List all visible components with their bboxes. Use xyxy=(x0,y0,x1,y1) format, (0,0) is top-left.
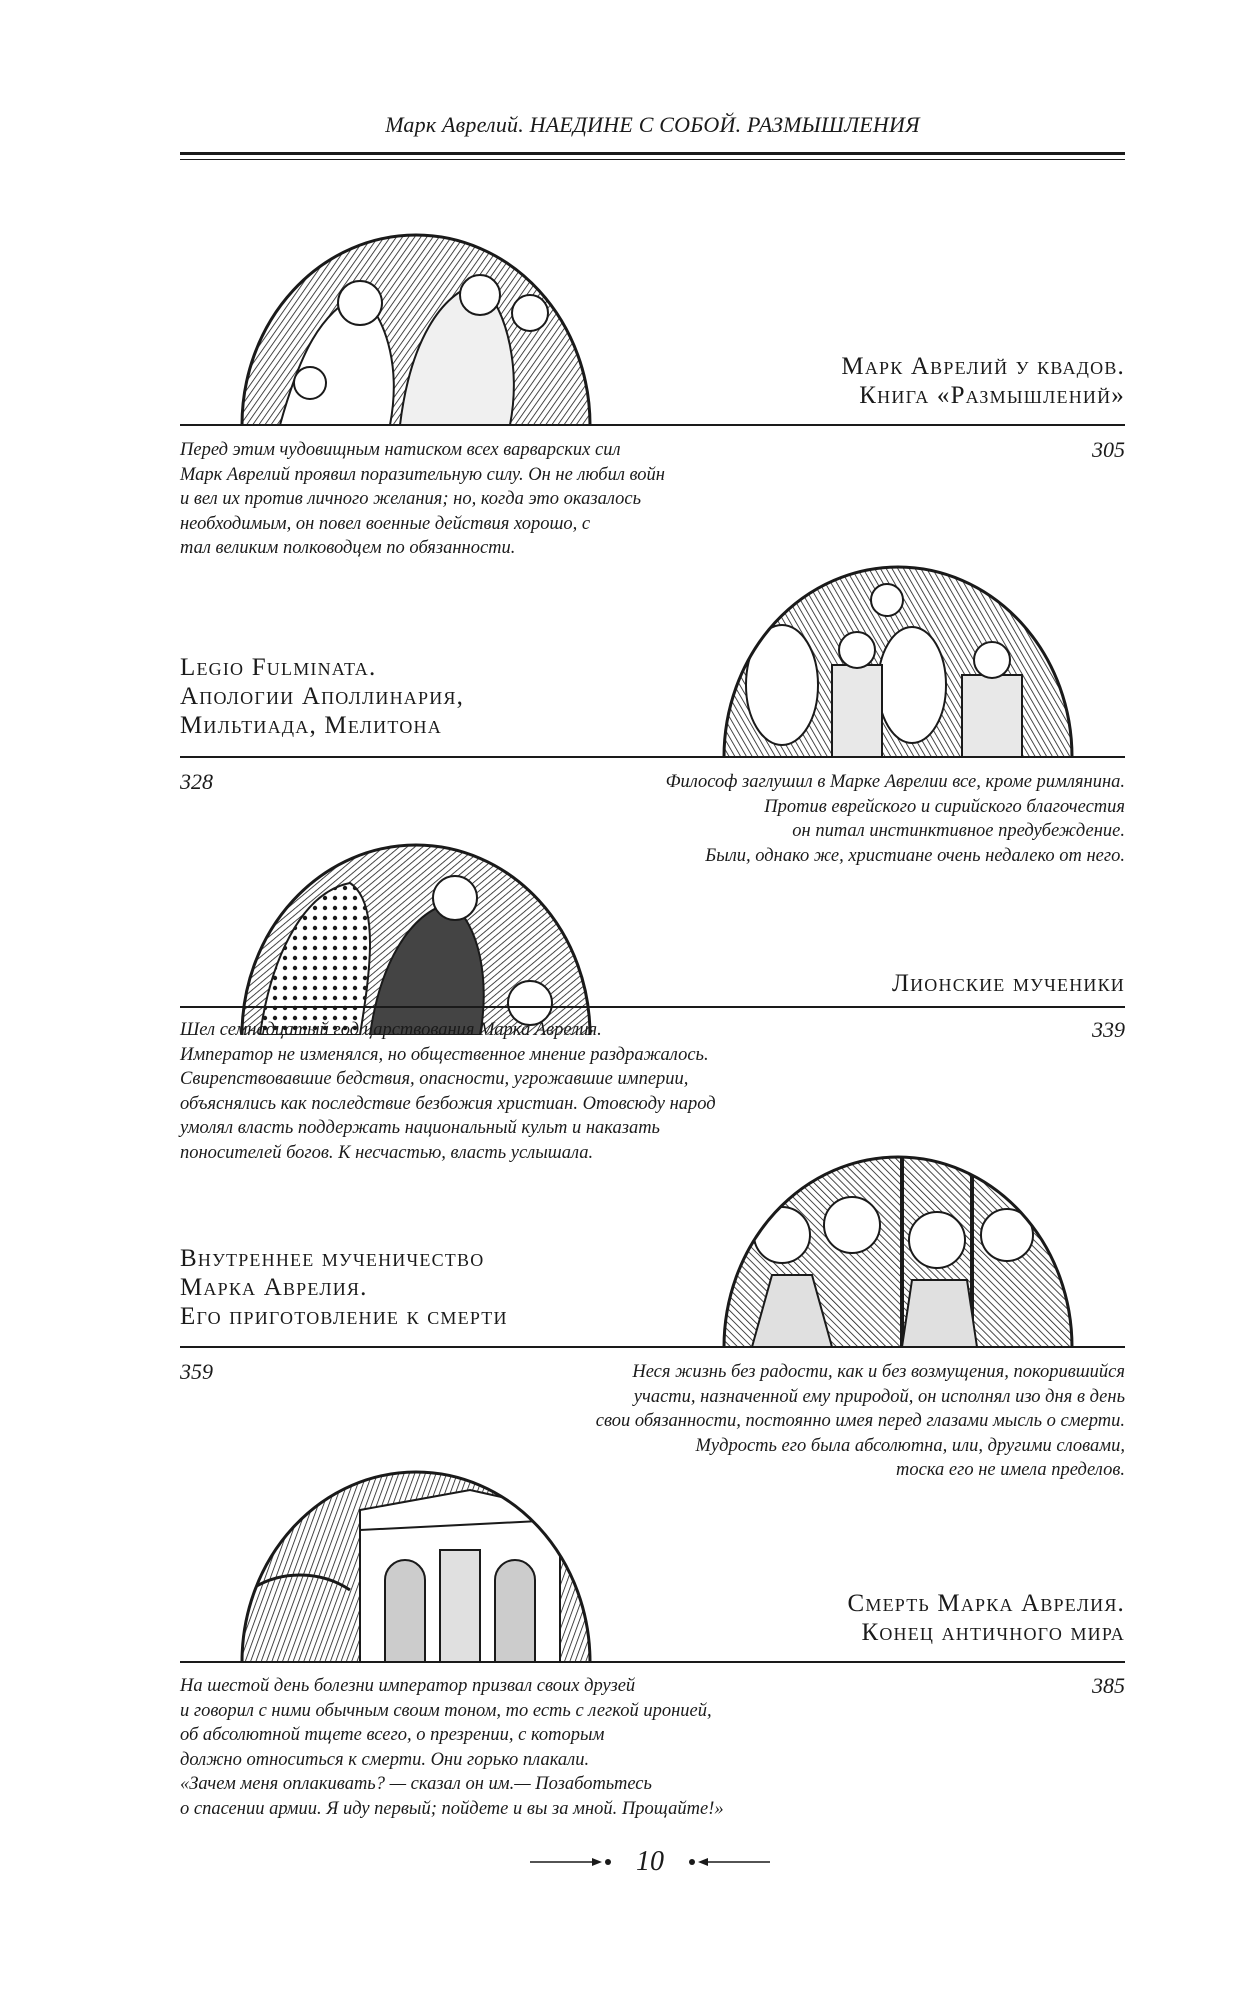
folio-number: 10 xyxy=(636,1846,664,1877)
header-rule-thick xyxy=(180,152,1125,155)
illustration-bearded-men-with-spears xyxy=(722,1155,1074,1347)
chapter-summary: Шел семнадцатый год царствования Марка Аврелия. Император не изменялся, но общественное мнение раздражалось. Свирепствовавшие бедствия, опасности, угрожавшие империи, объяснялись как последствие безбожия христиан. Отовсюду народ умолял власть поддержать национальный культ и наказать поносителей богов. К несчастью, власть услышала. xyxy=(180,1020,716,1163)
chapter-title: Лионские мученики xyxy=(891,970,1125,997)
page-number[interactable]: 328 xyxy=(180,769,213,794)
chapter-title: Марк Аврелий у квадов. Книга «Размышлений» xyxy=(841,353,1125,409)
chapter-summary: Философ заглушил в Марке Аврелии все, кроме римлянина. Против еврейского и сирийского благочестия он питал инстинктивное предубеждение. Были, однако же, христиане очень недалеко от него. xyxy=(665,772,1125,866)
chapter-rule xyxy=(180,1346,1125,1348)
chapter-summary: Перед этим чудовищным натиском всех варварских сил Марк Аврелий проявил поразительную силу. Он не любил войн и вел их против личного желания; но, когда это оказалось необходимым, он повел военные действия хорошо, с тал великим полководцем по обязанности. xyxy=(180,440,665,558)
chapter-summary: Неся жизнь без радости, как и без возмущения, покорившийся участи, назначенной ему природой, он исполнял изо дня в день свои обязанности, постоянно имея перед глазами мысль о смерти. Мудрость его была абсолютна, или, другими словами, тоска его не имела пределов. xyxy=(595,1362,1125,1480)
header-rule-thin xyxy=(180,159,1125,160)
illustration-classical-architecture xyxy=(240,1470,592,1662)
running-head: Марк Аврелий. НАЕДИНЕ С СОБОЙ. РАЗМЫШЛЕНИЯ xyxy=(385,112,920,137)
illustration-women-in-distress xyxy=(240,233,592,425)
chapter-title: Смерть Марка Аврелия. Конец античного мира xyxy=(847,1590,1125,1646)
chapter-rule xyxy=(180,756,1125,758)
page-number[interactable]: 339 xyxy=(1092,1017,1125,1042)
chapter-rule xyxy=(180,424,1125,426)
folio xyxy=(530,1842,770,1882)
chapter-rule xyxy=(180,1006,1125,1008)
page-number[interactable]: 385 xyxy=(1092,1673,1125,1698)
chapter-title: Внутреннее мученичество Марка Аврелия. Его приготовление к смерти xyxy=(180,1245,508,1330)
chapter-rule xyxy=(180,1661,1125,1663)
illustration-roman-legionaries xyxy=(722,565,1074,757)
chapter-summary: На шестой день болезни император призвал своих друзей и говорил с ними обычным своим тоном, то есть с легкой иронией, об абсолютной тщете всего, о презрении, с которым должно относиться к смерти. Они горько плакали. «Зачем меня оплакивать? — сказал он им.— Позаботьтесь о спасении армии. Я иду первый; пойдете и вы за мной. Прощайте!» xyxy=(180,1676,724,1819)
page-number[interactable]: 359 xyxy=(180,1359,213,1384)
chapter-title: Legio Fulminata. Апологии Аполлинария, Мильтиада, Мелитона xyxy=(180,654,465,739)
page-number[interactable]: 305 xyxy=(1092,437,1125,462)
